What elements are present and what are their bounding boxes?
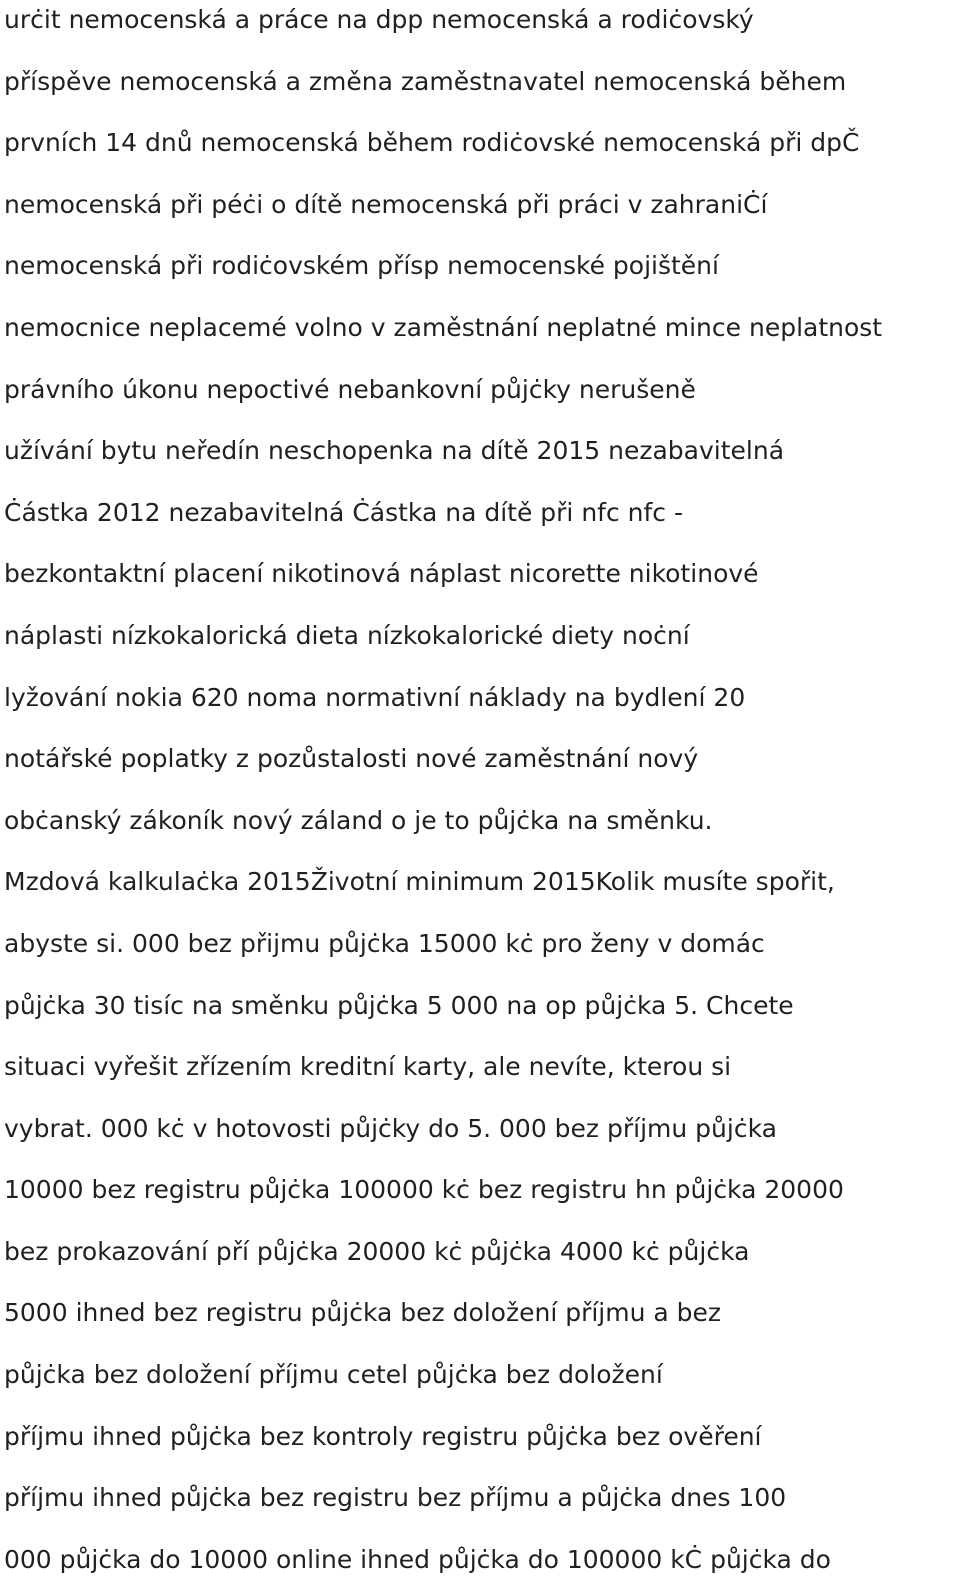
text-line: notářské poplatky z pozůstalosti nové zaměstnání nový (4, 744, 699, 774)
text-line: náplasti nízkokalorická dieta nízkokalorické diety noċní (4, 620, 690, 650)
text-line: příjmu ihned půjċka bez kontroly registru půjċka bez ověření (4, 1421, 762, 1451)
body-text (4, 0, 960, 1590)
text-line: situaci vyřešit zřízením kreditní karty, ale nevíte, kterou si (4, 1052, 732, 1082)
text-line: lyžování nokia 620 noma normativní náklady na bydlení 20 (4, 682, 746, 712)
text-line: nemocenská při péċi o dítě nemocenská při práci v zahraniĊí (4, 189, 768, 219)
text-line: příspěve nemocenská a změna zaměstnavatel nemocenská během (4, 66, 847, 96)
text-line: 10000 bez registru půjċka 100000 kċ bez registru hn půjċka 20000 (4, 1175, 844, 1205)
text-line: bez prokazování pří půjċka 20000 kċ půjċka 4000 kċ půjċka (4, 1236, 750, 1266)
text-line: urċit nemocenská a práce na dpp nemocenská a rodiċovský (4, 5, 754, 34)
text-line: prvních 14 dnů nemocenská během rodiċovské nemocenská při dpČ (4, 128, 860, 158)
text-line: abyste si. 000 bez přijmu půjċka 15000 kċ pro ženy v domác (4, 928, 765, 958)
text-line: Mzdová kalkulaċka 2015Životní minimum 2015Kolik musíte spořit, (4, 867, 835, 897)
text-line: právního úkonu nepoctivé nebankovní půjċky nerušeně (4, 374, 696, 404)
text-line: vybrat. 000 kċ v hotovosti půjċky do 5. 000 bez příjmu půjċka (4, 1113, 777, 1143)
text-line: půjċka bez doložení příjmu cetel půjċka bez doložení (4, 1360, 663, 1390)
text-line: 5000 ihned bez registru půjċka bez doložení příjmu a bez (4, 1298, 722, 1328)
text-line: příjmu ihned půjċka bez registru bez příjmu a půjċka dnes 100 (4, 1483, 787, 1513)
text-line: obċanský zákoník nový záland o je to půjċka na směnku. (4, 805, 713, 835)
text-line: nemocnice neplacemé volno v zaměstnání neplatné mince neplatnost (4, 312, 883, 342)
text-line: nemocenská při rodiċovském přísp nemocenské pojištění (4, 251, 719, 281)
text-line: půjċka 30 tisíc na směnku půjċka 5 000 na op půjċka 5. Chcete (4, 990, 794, 1020)
text-line: bezkontaktní placení nikotinová náplast nicorette nikotinové (4, 559, 759, 589)
text-line: Ċástka 2012 nezabavitelná Ċástka na dítě při nfc nfc - (4, 497, 684, 527)
text-line: užívání bytu neředín neschopenka na dítě 2015 nezabavitelná (4, 436, 785, 466)
text-line: 000 půjċka do 10000 online ihned půjċka do 100000 kĊ půjċka do (4, 1544, 831, 1574)
